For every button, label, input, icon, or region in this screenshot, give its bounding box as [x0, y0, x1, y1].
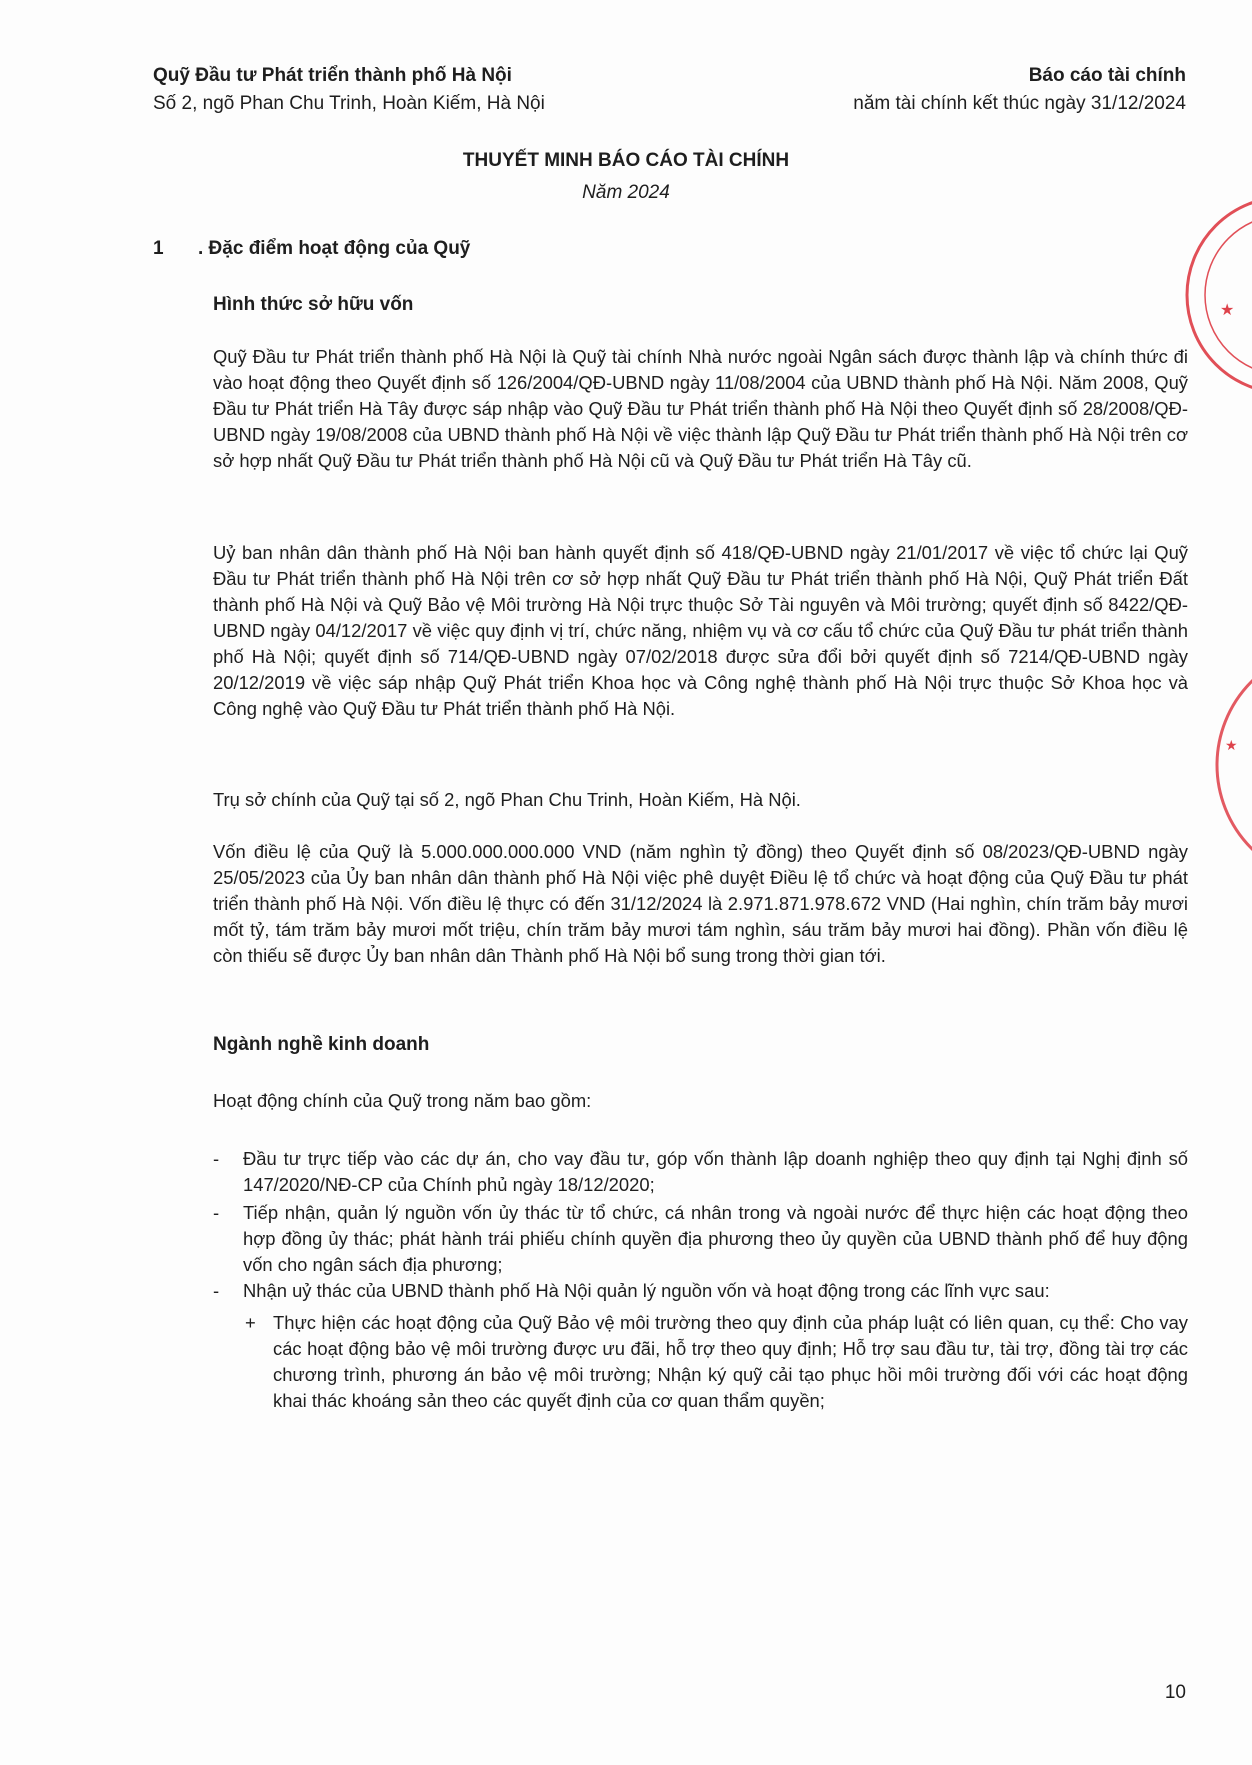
svg-text:★: ★ [1225, 738, 1238, 754]
official-seal-icon [1180, 195, 1252, 395]
dash-bullet: - [213, 1280, 220, 1301]
list-item [213, 1146, 1188, 1198]
sub-list-item [245, 1310, 1188, 1414]
dash-bullet: - [213, 1148, 220, 1169]
list-item [213, 1200, 1188, 1278]
list-item-text: Tiếp nhận, quản lý nguồn vốn ủy thác từ tổ chức, cá nhân trong và ngoài nước để thực hiện các hoạt động theo hợp đồng ủy thác; phát hành trái phiếu chính quyền địa phương theo ủy quyền của UBND thành phố để huy động vốn cho ngân sách địa phương; [243, 1202, 1188, 1275]
sub-list-item-text: Thực hiện các hoạt động của Quỹ Bảo vệ môi trường theo quy định của pháp luật có liên quan, cụ thể: Cho vay các hoạt động bảo vệ môi trường được ưu đãi, hỗ trợ theo quy định; Hỗ trợ sau đầu tư, tài trợ, đồng tài trợ các chương trình, phương án bảo vệ môi trường; Nhận ký quỹ cải tạo phục hồi môi trường đối với các hoạt động khai thác khoáng sản theo các quyết định của cơ quan thẩm quyền; [273, 1312, 1188, 1411]
list-item-text: Nhận uỷ thác của UBND thành phố Hà Nội quản lý nguồn vốn và hoạt động trong các lĩnh vực sau: [243, 1280, 1050, 1301]
list-item [213, 1278, 1188, 1304]
ownership-paragraph: Vốn điều lệ của Quỹ là 5.000.000.000.000 VND (năm nghìn tỷ đồng) theo Quyết định số 08/2023/QĐ-UBND ngày 25/05/2023 của Ủy ban nhân dân thành phố Hà Nội việc phê duyệt Điều lệ tổ chức và hoạt động của Quỹ Đầu tư phát triển thành phố Hà Nội. Vốn điều lệ thực có đến 31/12/2024 là 2.971.871.978.672 VND (Hai nghìn, chín trăm bảy mươi mốt tỷ, tám trăm bảy mươi mốt triệu, chín trăm bảy mươi tám nghìn, sáu trăm bảy mươi hai đồng). Phần vốn điều lệ còn thiếu sẽ được Ủy ban nhân dân Thành phố Hà Nội bổ sung trong thời gian tới. [213, 841, 1188, 966]
report-title: Báo cáo tài chính [1028, 65, 1186, 86]
ownership-paragraph: Quỹ Đầu tư Phát triển thành phố Hà Nội là Quỹ tài chính Nhà nước ngoài Ngân sách được thành lập và chính thức đi vào hoạt động theo Quyết định số 126/2004/QĐ-UBND ngày 11/08/2004 của UBND thành phố Hà Nội. Năm 2008, Quỹ Đầu tư Phát triển Hà Tây được sáp nhập vào Quỹ Đầu tư Phát triển thành phố Hà Nội theo Quyết định số 28/2008/QĐ-UBND ngày 19/08/2008 của UBND thành phố Hà Nội về việc thành lập Quỹ Đầu tư Phát triển thành phố Hà Nội trên cơ sở hợp nhất Quỹ Đầu tư Phát triển thành phố Hà Nội cũ và Quỹ Đầu tư Phát triển Hà Tây cũ. [213, 346, 1188, 471]
ownership-paragraph: Uỷ ban nhân dân thành phố Hà Nội ban hành quyết định số 418/QĐ-UBND ngày 21/01/2017 về việc tổ chức lại Quỹ Đầu tư Phát triển thành phố Hà Nội trên cơ sở hợp nhất Quỹ Đầu tư Phát triển thành phố Hà Nội, Quỹ Phát triển Đất thành phố Hà Nội và Quỹ Bảo vệ Môi trường Hà Nội trực thuộc Sở Tài nguyên và Môi trường; quyết định số 8422/QĐ-UBND ngày 04/12/2017 về việc quy định vị trí, chức năng, nhiệm vụ và cơ cấu tổ chức của Quỹ Đầu tư phát triển thành phố Hà Nội; quyết định số 714/QĐ-UBND ngày 07/02/2018 được sửa đổi bởi quyết định số 7214/QĐ-UBND ngày 20/12/2019 về việc sáp nhập Quỹ Phát triển Khoa học và Công nghệ thành phố Hà Nội trực thuộc Sở Khoa học và Công nghệ vào Quỹ Đầu tư Phát triển thành phố Hà Nội. [213, 542, 1188, 719]
svg-text:★: ★ [1220, 300, 1235, 319]
document-title: THUYẾT MINH BÁO CÁO TÀI CHÍNH [462, 150, 790, 171]
org-name: Quỹ Đầu tư Phát triển thành phố Hà Nội [153, 65, 512, 86]
document-subtitle: Năm 2024 [582, 182, 670, 203]
plus-bullet: + [245, 1312, 256, 1333]
ownership-heading: Hình thức sở hữu vốn [213, 294, 414, 315]
dash-bullet: - [213, 1202, 220, 1223]
list-item-text: Đầu tư trực tiếp vào các dự án, cho vay đầu tư, góp vốn thành lập doanh nghiệp theo quy định tại Nghị định số 147/2020/NĐ-CP của Chính phủ ngày 18/12/2020; [243, 1148, 1188, 1195]
header-left [153, 62, 545, 118]
report-period: năm tài chính kết thúc ngày 31/12/2024 [853, 93, 1186, 114]
signature-seal-icon [1215, 640, 1252, 890]
header-right [853, 62, 1186, 118]
ownership-paragraph: Trụ sở chính của Quỹ tại số 2, ngõ Phan Chu Trinh, Hoàn Kiếm, Hà Nội. [213, 789, 801, 810]
business-intro: Hoạt động chính của Quỹ trong năm bao gồm: [213, 1090, 592, 1111]
page-number: 10 [1164, 1682, 1186, 1703]
section-title: . Đặc điểm hoạt động của Quỹ [198, 238, 471, 259]
section-number: 1 [153, 238, 164, 259]
business-heading: Ngành nghề kinh doanh [213, 1034, 430, 1055]
org-address: Số 2, ngõ Phan Chu Trinh, Hoàn Kiếm, Hà Nội [153, 93, 545, 114]
